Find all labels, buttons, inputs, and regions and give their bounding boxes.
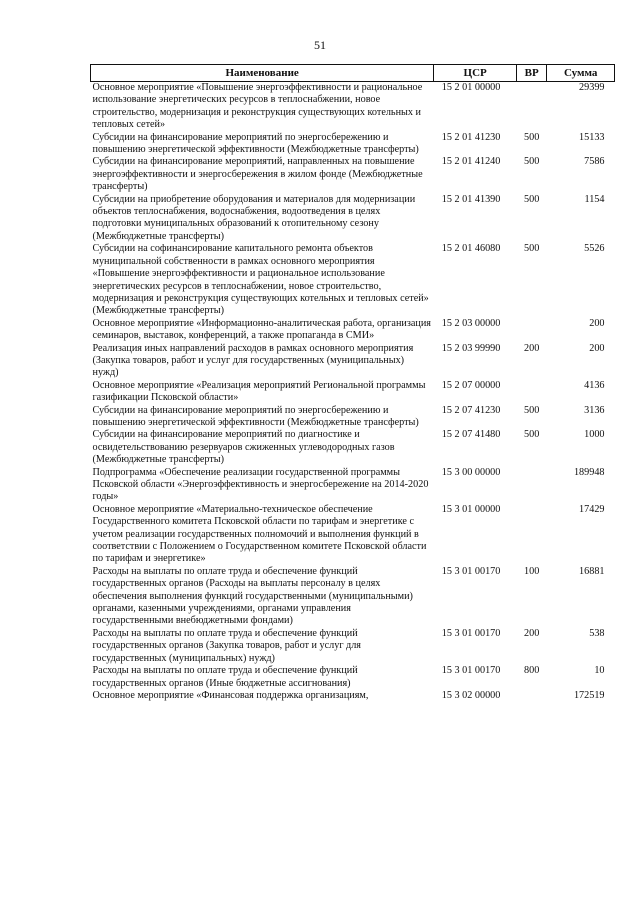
table-header-row bbox=[91, 65, 615, 82]
table-body bbox=[91, 82, 615, 703]
row-csr: 15 3 01 00170 bbox=[441, 665, 501, 677]
row-csr: 15 3 01 00170 bbox=[441, 565, 501, 577]
header-sum: Сумма bbox=[547, 65, 615, 82]
row-name: Субсидии на финансирование мероприятий по энергосбережению и повышению энергетической эффективности (Межбюджетные трансферты) bbox=[92, 404, 419, 428]
row-sum: 538 bbox=[589, 627, 605, 639]
table-row bbox=[91, 194, 615, 244]
row-sum: 200 bbox=[589, 317, 605, 329]
row-sum: 3136 bbox=[584, 404, 605, 416]
row-vr: 500 bbox=[524, 243, 540, 255]
row-vr bbox=[517, 380, 547, 405]
row-csr: 15 3 00 00000 bbox=[441, 466, 501, 478]
row-vr bbox=[517, 318, 547, 343]
row-csr: 15 2 01 41230 bbox=[441, 131, 501, 143]
row-csr: 15 2 03 00000 bbox=[441, 317, 501, 329]
row-sum: 16881 bbox=[579, 565, 605, 577]
row-csr: 15 2 01 46080 bbox=[441, 243, 501, 255]
row-csr: 15 3 02 00000 bbox=[441, 689, 501, 701]
row-sum: 4136 bbox=[584, 379, 605, 391]
row-csr: 15 2 01 41390 bbox=[441, 193, 501, 205]
row-csr: 15 2 03 99990 bbox=[441, 342, 501, 354]
row-csr: 15 2 07 00000 bbox=[441, 379, 501, 391]
row-csr: 15 2 01 41240 bbox=[441, 156, 501, 168]
row-vr: 800 bbox=[524, 665, 540, 677]
row-vr: 100 bbox=[524, 565, 540, 577]
header-csr: ЦСР bbox=[434, 65, 517, 82]
table-row bbox=[91, 156, 615, 193]
row-vr: 500 bbox=[524, 156, 540, 168]
row-vr bbox=[517, 467, 547, 504]
header-vr: ВР bbox=[517, 65, 547, 82]
row-vr bbox=[517, 82, 547, 132]
row-vr bbox=[517, 690, 547, 702]
row-name: Основное мероприятие «Повышение энергоэффективности и рациональное использование энергетических ресурсов в теплоснабжении, новое строительство, модернизация и реконструкция существующих котельных и тепловых сетей» bbox=[92, 82, 423, 131]
row-name: Основное мероприятие «Реализация мероприятий Региональной программы газификации Псковской области» bbox=[92, 379, 426, 404]
row-sum: 200 bbox=[589, 342, 605, 354]
header-name: Наименование bbox=[91, 65, 434, 82]
row-vr bbox=[517, 504, 547, 566]
row-name: Субсидии на финансирование мероприятий по диагностике и освидетельствованию резервуаров сжиженных углеводородных газов (Межбюджетные трансферты) bbox=[92, 429, 395, 466]
table-row bbox=[91, 380, 615, 405]
table-row bbox=[91, 566, 615, 628]
row-sum: 172519 bbox=[573, 689, 605, 701]
row-vr: 500 bbox=[524, 404, 540, 416]
row-sum: 7586 bbox=[584, 156, 605, 168]
table-row bbox=[91, 318, 615, 343]
table-row bbox=[91, 504, 615, 566]
row-name: Реализация иных направлений расходов в рамках основного мероприятия (Закупка товаров, работ и услуг для государственных (муниципальных) нужд) bbox=[92, 342, 414, 379]
table-row bbox=[91, 82, 615, 132]
row-vr: 500 bbox=[524, 429, 540, 441]
row-csr: 15 2 07 41230 bbox=[441, 404, 501, 416]
row-vr: 200 bbox=[524, 627, 540, 639]
row-sum: 29399 bbox=[579, 82, 605, 93]
row-vr: 500 bbox=[524, 193, 540, 205]
row-name: Основное мероприятие «Финансовая поддержка организациям, bbox=[92, 689, 369, 701]
row-sum: 5526 bbox=[584, 243, 605, 255]
table-row bbox=[91, 467, 615, 504]
table-row bbox=[91, 628, 615, 665]
row-name: Расходы на выплаты по оплате труда и обеспечение функций государственных органов (Расходы на выплаты персоналу в целях обеспечения выполнения функций государственными (муниципальными) органами, казенными учреждениями, органами управления государственными внебюджетными фондами) bbox=[92, 565, 413, 627]
table-row bbox=[91, 405, 615, 430]
row-name: Субсидии на софинансирование капитального ремонта объектов муниципальной собственности в рамках основного мероприятия «Повышение энергоэффективности и рациональное использование энергетических ресурсов в теплоснабжении, новое строительство, модернизация и реконструкция существующих котельных и тепловых сетей» (Межбюджетные трансферты) bbox=[92, 243, 429, 317]
row-sum: 17429 bbox=[579, 503, 605, 515]
row-csr: 15 3 01 00000 bbox=[441, 503, 501, 515]
table-row bbox=[91, 132, 615, 157]
row-name: Основное мероприятие «Информационно-аналитическая работа, организация семинаров, выставок, конференций, а также пропаганда в СМИ» bbox=[92, 317, 431, 342]
row-sum: 189948 bbox=[573, 466, 605, 478]
row-name: Основное мероприятие «Материально-техническое обеспечение Государственного комитета Псковской области по тарифам и энергетике с учетом реализации государственных полномочий и выполнения функций в соответствии с Положением о Государственном комитете Псковской области по тарифам и энергетике» bbox=[92, 503, 427, 565]
row-vr: 200 bbox=[524, 342, 540, 354]
row-name: Субсидии на приобретение оборудования и материалов для модернизации объектов теплоснабжения, водоснабжения, водоотведения в целях подготовки муниципальных образований к отопительному сезону (Межбюджетные трансферты) bbox=[92, 193, 416, 242]
row-name: Расходы на выплаты по оплате труда и обеспечение функций государственных органов (Закупка товаров, работ и услуг для государственных (муниципальных) нужд) bbox=[92, 627, 361, 664]
row-sum: 1154 bbox=[584, 193, 605, 205]
row-sum: 15133 bbox=[579, 131, 605, 143]
row-csr: 15 2 07 41480 bbox=[441, 429, 501, 441]
table-row bbox=[91, 243, 615, 317]
budget-table bbox=[90, 64, 615, 702]
row-sum: 1000 bbox=[584, 429, 605, 441]
row-name: Субсидии на финансирование мероприятий по энергосбережению и повышению энергетической эффективности (Межбюджетные трансферты) bbox=[92, 131, 419, 156]
row-name: Подпрограмма «Обеспечение реализации государственной программы Псковской области «Энергоэффективность и энергосбережение на 2014-2020 годы» bbox=[92, 466, 429, 503]
row-name: Расходы на выплаты по оплате труда и обеспечение функций государственных органов (Иные бюджетные ассигнования) bbox=[92, 665, 358, 689]
table-row bbox=[91, 343, 615, 380]
row-name: Субсидии на финансирование мероприятий, направленных на повышение энергоэффективности и энергосбережения в жилом фонде (Межбюджетные трансферты) bbox=[92, 156, 423, 193]
row-sum: 10 bbox=[594, 665, 605, 677]
row-csr: 15 3 01 00170 bbox=[441, 627, 501, 639]
table-row bbox=[91, 665, 615, 690]
page-number: 51 bbox=[314, 38, 326, 52]
table-row bbox=[91, 690, 615, 702]
row-vr: 500 bbox=[524, 131, 540, 143]
table-row bbox=[91, 429, 615, 466]
row-csr: 15 2 01 00000 bbox=[441, 82, 501, 93]
